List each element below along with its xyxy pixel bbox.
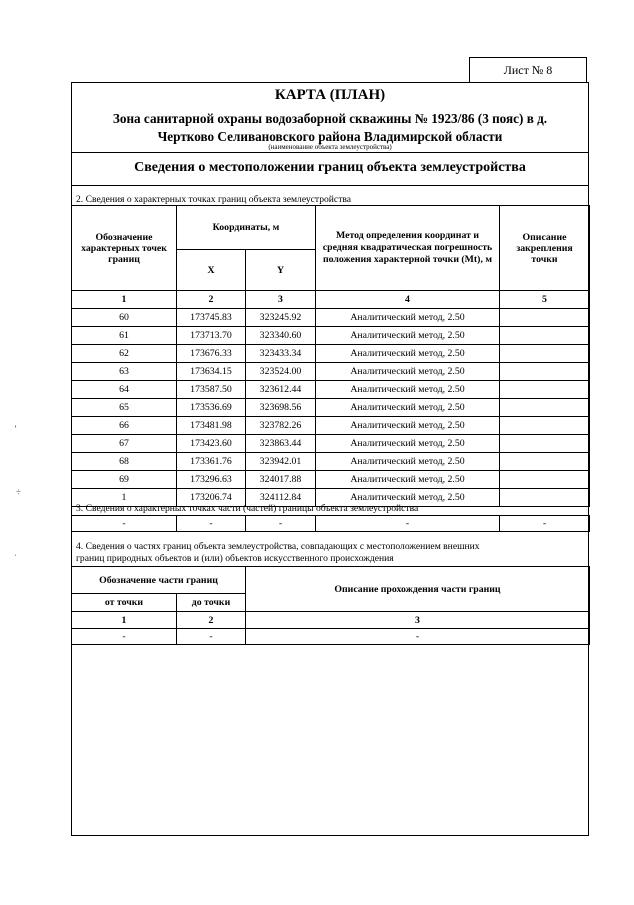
table-cell-x: 173713.70 bbox=[177, 327, 246, 345]
section-3-label: 3. Сведения о характерных точках части (частей) границы объекта землеустройства bbox=[76, 503, 419, 514]
object-name-line-2: Чертково Селивановского района Владимирской области bbox=[157, 129, 503, 144]
table-cell-desc bbox=[500, 363, 590, 381]
object-name bbox=[71, 110, 589, 146]
table-cell-method: Аналитический метод, 2.50 bbox=[316, 399, 500, 417]
page-title: КАРТА (ПЛАН) bbox=[274, 87, 386, 103]
table-cell-desc bbox=[500, 453, 590, 471]
table-cell-point: 1 bbox=[72, 489, 177, 507]
table-cell-point: 63 bbox=[72, 363, 177, 381]
table-cell-desc bbox=[500, 345, 590, 363]
column-numbers-row bbox=[72, 291, 590, 309]
table-cell-point: 61 bbox=[72, 327, 177, 345]
header-y: Y bbox=[246, 250, 316, 291]
col-number: 2 bbox=[177, 291, 246, 309]
col-number: 3 bbox=[246, 612, 590, 629]
table-row bbox=[72, 471, 590, 489]
table-cell-x: 173206.74 bbox=[177, 489, 246, 507]
table-cell-y: 324112.84 bbox=[246, 489, 316, 507]
table-cell-y: 323433.34 bbox=[246, 345, 316, 363]
header-designation: Обозначение характерных точек границ bbox=[72, 206, 177, 291]
table-cell-desc bbox=[500, 399, 590, 417]
object-name-line-1: Зона санитарной охраны водозаборной скважины № 1923/86 (3 пояс) в д. bbox=[112, 111, 548, 126]
divider bbox=[71, 185, 589, 186]
table-cell-point: 62 bbox=[72, 345, 177, 363]
table-cell: - bbox=[72, 516, 177, 532]
table-cell-point: 68 bbox=[72, 453, 177, 471]
table-row bbox=[72, 453, 590, 471]
header-part-designation: Обозначение части границ bbox=[72, 567, 246, 594]
table-cell: - bbox=[72, 629, 177, 645]
table-cell-x: 173634.15 bbox=[177, 363, 246, 381]
table-cell-x: 173587.50 bbox=[177, 381, 246, 399]
col-number: 1 bbox=[72, 612, 177, 629]
table-cell-x: 173536.69 bbox=[177, 399, 246, 417]
header-from-point: от точки bbox=[72, 594, 177, 612]
table-cell-x: 173676.33 bbox=[177, 345, 246, 363]
table-cell-desc bbox=[500, 381, 590, 399]
table-cell-desc bbox=[500, 309, 590, 327]
points-table-body bbox=[72, 309, 590, 507]
header-passage-description: Описание прохождения части границ bbox=[246, 567, 590, 612]
table-cell-point: 64 bbox=[72, 381, 177, 399]
table-row bbox=[72, 399, 590, 417]
table-cell-desc bbox=[500, 435, 590, 453]
section-4-label-line-1: 4. Сведения о частях границ объекта землеустройства, совпадающих с местоположением внешних bbox=[76, 541, 480, 552]
section-title: Сведения о местоположении границ объекта землеустройства bbox=[134, 160, 526, 175]
col-number: 4 bbox=[316, 291, 500, 309]
table-cell-method: Аналитический метод, 2.50 bbox=[316, 471, 500, 489]
table-cell-point: 67 bbox=[72, 435, 177, 453]
col-number: 3 bbox=[246, 291, 316, 309]
table-cell-y: 324017.88 bbox=[246, 471, 316, 489]
table-cell-method: Аналитический метод, 2.50 bbox=[316, 309, 500, 327]
table-cell-x: 173423.60 bbox=[177, 435, 246, 453]
table-cell-method: Аналитический метод, 2.50 bbox=[316, 417, 500, 435]
sheet-number: Лист № 8 bbox=[469, 57, 587, 83]
table-cell-method: Аналитический метод, 2.50 bbox=[316, 435, 500, 453]
table-cell-method: Аналитический метод, 2.50 bbox=[316, 453, 500, 471]
table-cell-y: 323245.92 bbox=[246, 309, 316, 327]
boundary-parts-table bbox=[71, 566, 590, 645]
table-cell-desc bbox=[500, 327, 590, 345]
table-cell: - bbox=[316, 516, 500, 532]
table-row bbox=[72, 327, 590, 345]
col-number: 5 bbox=[500, 291, 590, 309]
table-cell-desc bbox=[500, 417, 590, 435]
table-cell-x: 173745.83 bbox=[177, 309, 246, 327]
table-row bbox=[72, 345, 590, 363]
table-cell-y: 323340.60 bbox=[246, 327, 316, 345]
table-cell: - bbox=[177, 516, 246, 532]
table-cell-method: Аналитический метод, 2.50 bbox=[316, 363, 500, 381]
table-cell-y: 323524.00 bbox=[246, 363, 316, 381]
section-4-label-line-2: границ природных объектов и (или) объектов искусственного происхождения bbox=[76, 553, 394, 564]
divider bbox=[71, 152, 589, 153]
table-cell-point: 60 bbox=[72, 309, 177, 327]
margin-mark: ʼ bbox=[14, 424, 17, 434]
table-cell-point: 66 bbox=[72, 417, 177, 435]
object-name-caption: (наименование объекта землеустройства) bbox=[268, 143, 392, 151]
table-cell-y: 323863.44 bbox=[246, 435, 316, 453]
header-x: X bbox=[177, 250, 246, 291]
table-cell-x: 173481.98 bbox=[177, 417, 246, 435]
boundary-points-table bbox=[71, 205, 590, 507]
table-cell: - bbox=[177, 629, 246, 645]
table-cell-y: 323782.26 bbox=[246, 417, 316, 435]
table-cell-y: 323612.44 bbox=[246, 381, 316, 399]
table-row bbox=[72, 417, 590, 435]
header-method: Метод определения координат и средняя квадратическая погрешность положения характерной точки (Mt), м bbox=[316, 206, 500, 291]
table-cell-x: 173361.76 bbox=[177, 453, 246, 471]
table-cell-y: 323942.01 bbox=[246, 453, 316, 471]
table-cell-method: Аналитический метод, 2.50 bbox=[316, 327, 500, 345]
table-row bbox=[72, 363, 590, 381]
table-cell-x: 173296.63 bbox=[177, 471, 246, 489]
table-cell: - bbox=[246, 516, 316, 532]
header-to-point: до точки bbox=[177, 594, 246, 612]
margin-mark: ÷ bbox=[16, 487, 21, 497]
table-row bbox=[72, 381, 590, 399]
table-cell-method: Аналитический метод, 2.50 bbox=[316, 381, 500, 399]
col-number: 1 bbox=[72, 291, 177, 309]
table-cell-point: 69 bbox=[72, 471, 177, 489]
table-cell-desc bbox=[500, 471, 590, 489]
table-cell-method: Аналитический метод, 2.50 bbox=[316, 345, 500, 363]
table-cell: - bbox=[500, 516, 590, 532]
table-cell-point: 65 bbox=[72, 399, 177, 417]
section-2-label: 2. Сведения о характерных точках границ объекта землеустройства bbox=[76, 194, 352, 205]
table-cell: - bbox=[246, 629, 590, 645]
table-row bbox=[72, 435, 590, 453]
table-cell-desc bbox=[500, 489, 590, 507]
header-coordinates: Координаты, м bbox=[177, 206, 316, 250]
table-cell-y: 323698.56 bbox=[246, 399, 316, 417]
margin-mark: ˌ bbox=[14, 546, 17, 556]
part-points-table bbox=[71, 515, 590, 532]
col-number: 2 bbox=[177, 612, 246, 629]
section-4-label bbox=[76, 541, 480, 565]
header-description: Описание закрепления точки bbox=[500, 206, 590, 291]
table-row bbox=[72, 309, 590, 327]
table-cell-method: Аналитический метод, 2.50 bbox=[316, 489, 500, 507]
